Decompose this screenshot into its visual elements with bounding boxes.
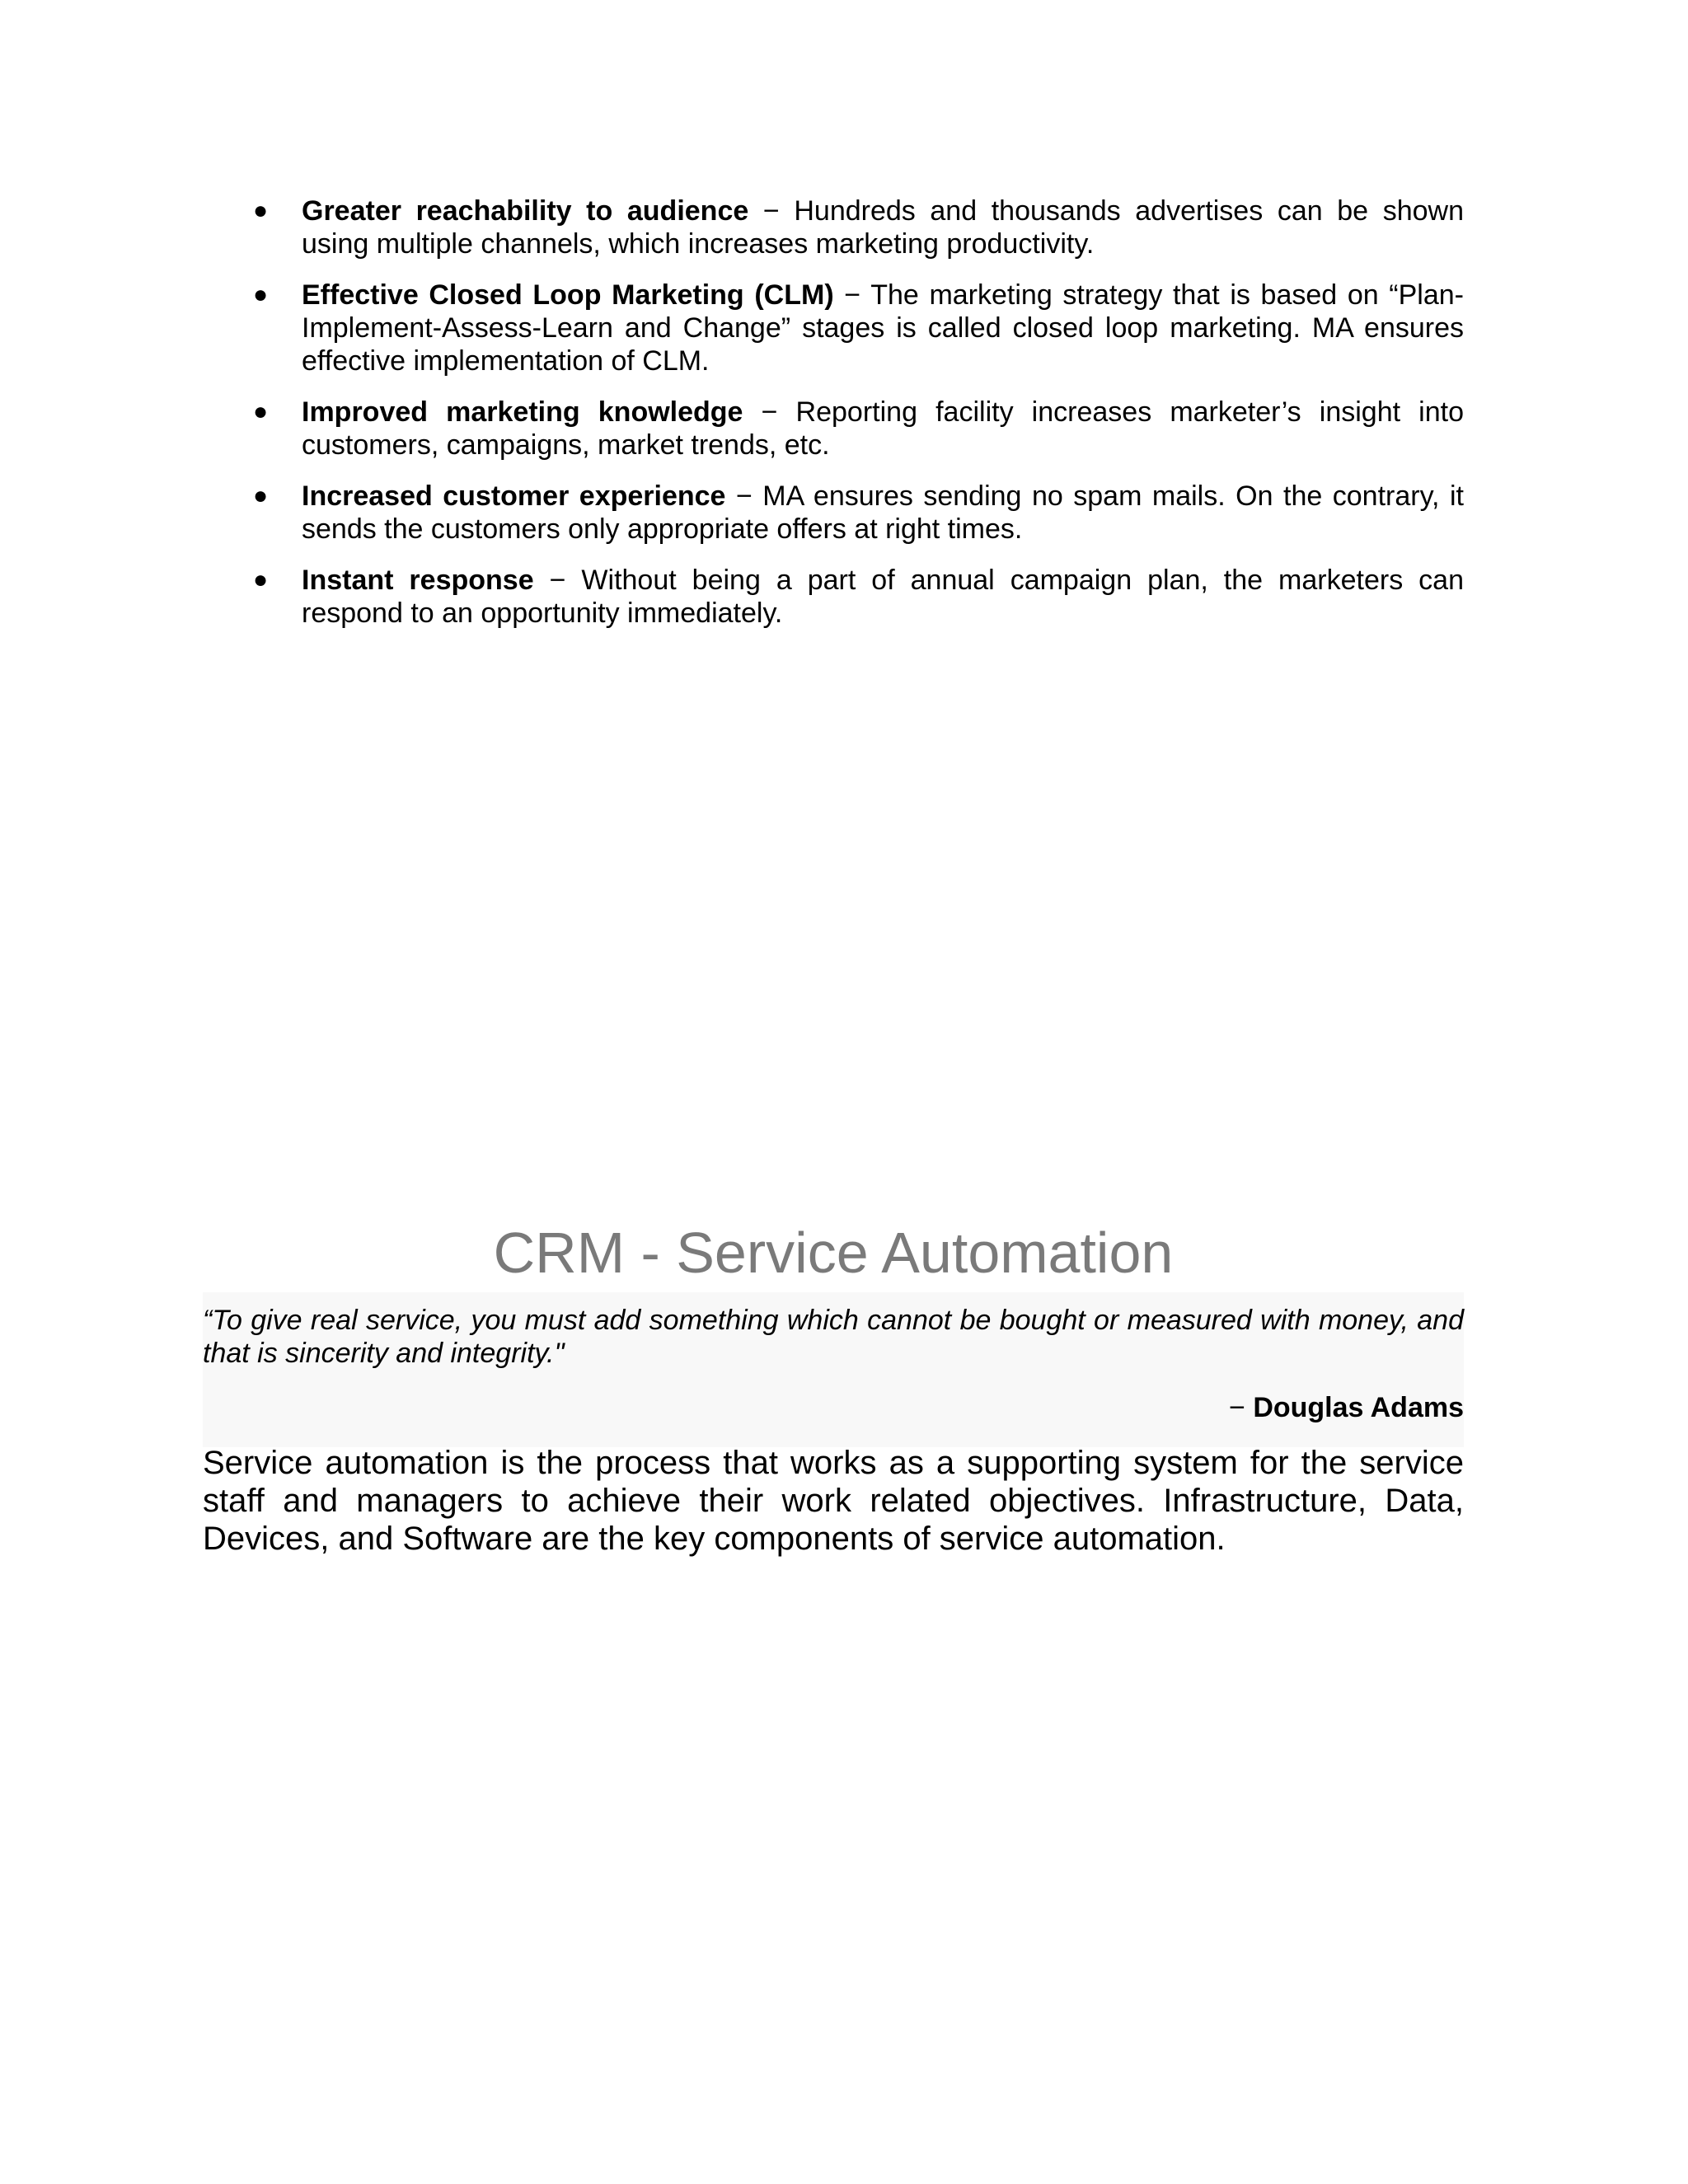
bullet-list bbox=[247, 194, 1464, 648]
bullet-item-reachability bbox=[247, 194, 1464, 260]
quote-block bbox=[203, 1292, 1464, 1447]
bullet-text: − Reporting facility increases marketer’s insight into customers, campaigns, market trends, etc. bbox=[302, 396, 1464, 461]
quote-attribution bbox=[1229, 1391, 1464, 1424]
bullet-dot-icon: ● bbox=[252, 281, 269, 308]
bullet-text: − The marketing strategy that is based on “Plan-Implement-Assess-Learn and Change” stages is called closed loop marketing. MA ensures effective implementation of CLM. bbox=[302, 279, 1464, 377]
bullet-term: Greater reachability to audience bbox=[302, 195, 749, 227]
bullet-dot-icon: ● bbox=[252, 482, 269, 509]
bullet-item-clm bbox=[247, 279, 1464, 377]
bullet-text: − Hundreds and thousands advertises can be shown using multiple channels, which increases marketing productivity. bbox=[302, 195, 1464, 260]
body-paragraph: Service automation is the process that works as a supporting system for the service staff and managers to achieve their work related objectives. Infrastructure, Data, Devices, and Software are the key components of service automation. bbox=[203, 1445, 1464, 1557]
bullet-item-instant-response bbox=[247, 564, 1464, 630]
quote-author: Douglas Adams bbox=[1253, 1392, 1464, 1423]
bullet-text: − Without being a part of annual campaign plan, the marketers can respond to an opportunity immediately. bbox=[302, 565, 1464, 629]
quote-dash: − bbox=[1229, 1392, 1254, 1423]
bullet-item-experience bbox=[247, 480, 1464, 546]
bullet-term: Improved marketing knowledge bbox=[302, 396, 743, 428]
bullet-term: Increased customer experience bbox=[302, 480, 726, 512]
bullet-dot-icon: ● bbox=[252, 197, 269, 224]
quote-text: “To give real service, you must add something which cannot be bought or measured with money, and that is sincerity and integrity." bbox=[203, 1305, 1464, 1369]
bullet-dot-icon: ● bbox=[252, 566, 269, 593]
bullet-text: − MA ensures sending no spam mails. On the contrary, it sends the customers only appropriate offers at right times. bbox=[302, 480, 1464, 545]
bullet-item-knowledge bbox=[247, 396, 1464, 462]
bullet-term: Effective Closed Loop Marketing (CLM) bbox=[302, 279, 834, 311]
section-title: CRM - Service Automation bbox=[493, 1221, 1174, 1285]
bullet-term: Instant response bbox=[302, 565, 534, 596]
bullet-dot-icon: ● bbox=[252, 398, 269, 425]
